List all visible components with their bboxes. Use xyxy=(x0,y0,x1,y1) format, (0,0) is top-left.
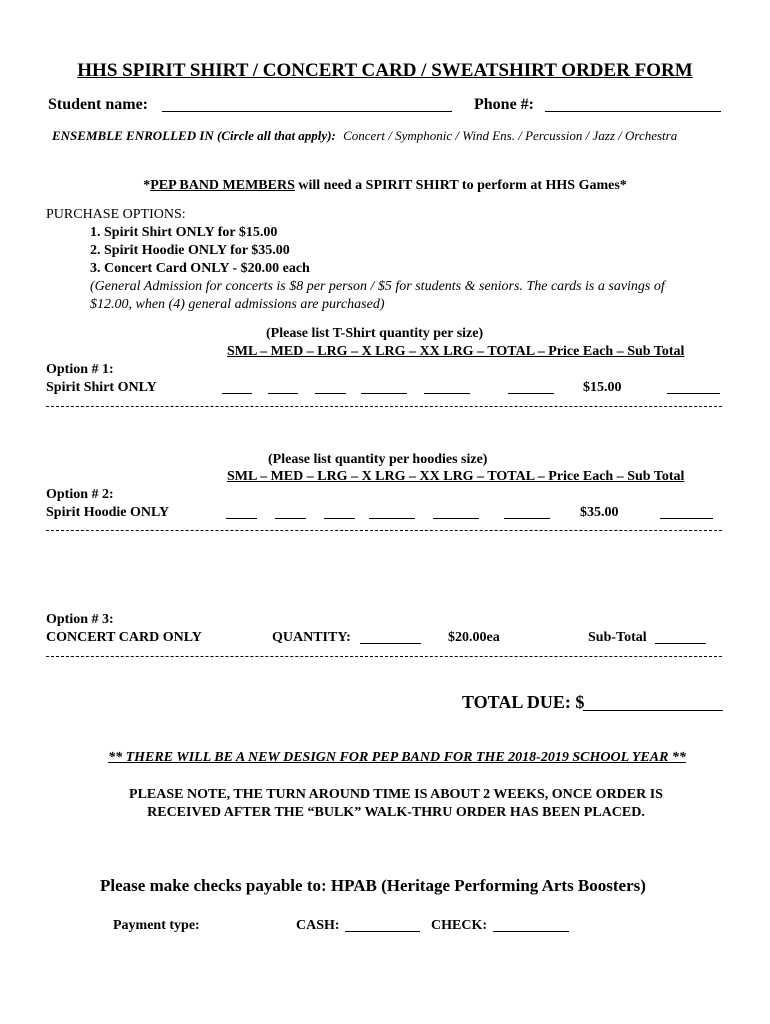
checks-payable: Please make checks payable to: HPAB (Heritage Performing Arts Boosters) xyxy=(100,876,646,895)
option1-medium-field[interactable] xyxy=(268,380,298,394)
option3-label: Option # 3: xyxy=(46,612,114,627)
purchase-heading: PURCHASE OPTIONS: xyxy=(46,207,186,222)
separator xyxy=(46,530,722,531)
option2-large-field[interactable] xyxy=(324,505,355,519)
option1-label: Option # 1: xyxy=(46,362,114,377)
cash-label: CASH: xyxy=(296,918,340,933)
option3-subtotal-label: Sub-Total xyxy=(588,630,647,645)
option2-name: Spirit Hoodie ONLY xyxy=(46,505,170,520)
pep-band-notice xyxy=(0,178,770,194)
option2-total-field[interactable] xyxy=(504,505,550,519)
check-label: CHECK: xyxy=(431,918,487,933)
purchase-item: 2. Spirit Hoodie ONLY for $35.00 xyxy=(90,243,290,258)
option2-column-header: SML – MED – LRG – X LRG – XX LRG – TOTAL – Price Each – Sub Total xyxy=(227,469,685,484)
option2-instruction: (Please list quantity per hoodies size) xyxy=(268,452,488,467)
option1-name: Spirit Shirt ONLY xyxy=(46,380,157,395)
total-due-field[interactable] xyxy=(583,694,723,711)
option2-small-field[interactable] xyxy=(226,505,257,519)
turnaround-note: RECEIVED AFTER THE “BULK” WALK-THRU ORDER HAS BEEN PLACED. xyxy=(147,805,645,820)
option1-instruction: (Please list T-Shirt quantity per size) xyxy=(266,326,484,341)
option3-quantity-field[interactable] xyxy=(360,630,421,644)
phone-label: Phone #: xyxy=(474,96,534,113)
separator xyxy=(46,656,722,657)
payment-type-label: Payment type: xyxy=(113,918,200,933)
option1-large-field[interactable] xyxy=(315,380,346,394)
option1-price: $15.00 xyxy=(583,380,622,395)
option3-price: $20.00ea xyxy=(448,630,500,645)
phone-field[interactable] xyxy=(545,98,721,112)
pep-prefix: * xyxy=(143,178,151,193)
cash-field[interactable] xyxy=(345,918,420,932)
option3-quantity-label: QUANTITY: xyxy=(272,630,351,645)
form-title: HHS SPIRIT SHIRT / CONCERT CARD / SWEATSHIRT ORDER FORM xyxy=(77,60,693,81)
ensemble-row xyxy=(52,128,677,144)
separator xyxy=(46,406,722,407)
ensemble-label: ENSEMBLE ENROLLED IN (Circle all that apply): xyxy=(52,128,336,143)
turnaround-note: PLEASE NOTE, THE TURN AROUND TIME IS ABOUT 2 WEEKS, ONCE ORDER IS xyxy=(129,787,663,802)
purchase-item: 1. Spirit Shirt ONLY for $15.00 xyxy=(90,225,278,240)
option3-name: CONCERT CARD ONLY xyxy=(46,630,202,645)
check-field[interactable] xyxy=(493,918,569,932)
student-name-label: Student name: xyxy=(48,96,149,113)
option2-medium-field[interactable] xyxy=(275,505,306,519)
admission-note: $12.00, when (4) general admissions are purchased) xyxy=(90,297,385,312)
new-design-notice: ** THERE WILL BE A NEW DESIGN FOR PEP BAND FOR THE 2018-2019 SCHOOL YEAR ** xyxy=(108,750,686,765)
ensemble-options[interactable]: Concert / Symphonic / Wind Ens. / Percussion / Jazz / Orchestra xyxy=(343,128,678,143)
option1-total-field[interactable] xyxy=(508,380,554,394)
option2-label: Option # 2: xyxy=(46,487,114,502)
admission-note: (General Admission for concerts is $8 per person / $5 for students & seniors. The cards is a savings of xyxy=(90,279,665,294)
pep-rest: will need a SPIRIT SHIRT to perform at HHS Games* xyxy=(294,178,627,193)
student-name-field[interactable] xyxy=(162,98,452,112)
option1-xxlarge-field[interactable] xyxy=(424,380,470,394)
total-due-label: TOTAL DUE: $ xyxy=(462,692,585,712)
option2-subtotal-field[interactable] xyxy=(660,505,713,519)
purchase-item: 3. Concert Card ONLY - $20.00 each xyxy=(90,261,310,276)
option1-subtotal-field[interactable] xyxy=(667,380,720,394)
option3-subtotal-field[interactable] xyxy=(655,630,706,644)
option1-column-header: SML – MED – LRG – X LRG – XX LRG – TOTAL – Price Each – Sub Total xyxy=(227,344,685,359)
option2-xxlarge-field[interactable] xyxy=(433,505,479,519)
option2-price: $35.00 xyxy=(580,505,619,520)
option2-xlarge-field[interactable] xyxy=(369,505,415,519)
option1-small-field[interactable] xyxy=(222,380,252,394)
option1-xlarge-field[interactable] xyxy=(361,380,407,394)
pep-band-members: PEP BAND MEMBERS xyxy=(150,178,295,193)
